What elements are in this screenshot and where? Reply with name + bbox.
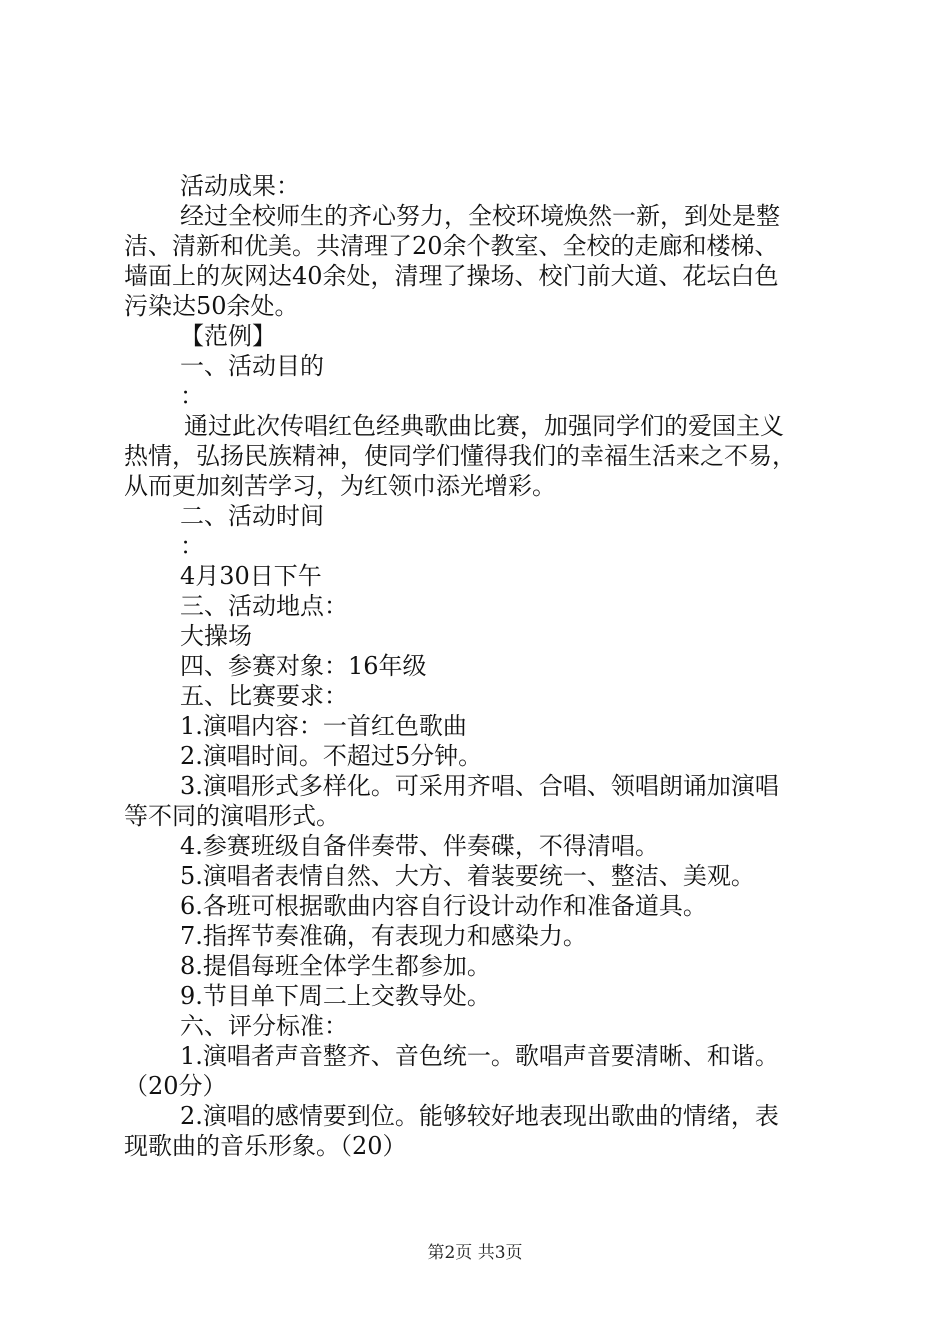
text-line: 墙面上的灰网达40余处，清理了操场、校门前大道、花坛白色	[124, 262, 779, 290]
list-item: 6.各班可根据歌曲内容自行设计动作和准备道具。	[180, 892, 707, 920]
text-line: 现歌曲的音乐形象。（20）	[124, 1132, 407, 1160]
section-heading: 四、参赛对象：16年级	[180, 652, 427, 680]
text-line: （20分）	[124, 1072, 227, 1100]
section-heading: 五、比赛要求：	[180, 682, 348, 710]
section-heading: 二、活动时间	[180, 502, 324, 530]
text-line: 热情，弘扬民族精神，使同学们懂得我们的幸福生活来之不易，	[124, 442, 796, 470]
section-heading: 【范例】	[180, 322, 276, 350]
text-line: 4月30日下午	[180, 562, 322, 590]
text-line: 活动成果：	[180, 172, 300, 200]
text-line: 通过此次传唱红色经典歌曲比赛，加强同学们的爱国主义	[184, 412, 784, 440]
text-line: 等不同的演唱形式。	[124, 802, 340, 830]
text-line: ：	[180, 532, 204, 560]
list-item: 1.演唱内容：一首红色歌曲	[180, 712, 467, 740]
list-item: 4.参赛班级自备伴奏带、伴奏碟，不得清唱。	[180, 832, 659, 860]
list-item: 3.演唱形式多样化。可采用齐唱、合唱、领唱朗诵加演唱	[180, 772, 779, 800]
section-heading: 六、评分标准：	[180, 1012, 348, 1040]
text-line: 大操场	[180, 622, 252, 650]
document-body	[124, 171, 834, 1161]
list-item: 2.演唱时间。不超过5分钟。	[180, 742, 483, 770]
text-line: 污染达50余处。	[124, 292, 299, 320]
list-item: 5.演唱者表情自然、大方、着装要统一、整洁、美观。	[180, 862, 755, 890]
page-number-footer: 第2页 共3页	[427, 1243, 523, 1263]
text-line: ：	[180, 382, 204, 410]
list-item: 1.演唱者声音整齐、音色统一。歌唱声音要清晰、和谐。	[180, 1042, 779, 1070]
section-heading: 一、活动目的	[180, 352, 324, 380]
text-line: 经过全校师生的齐心努力，全校环境焕然一新，到处是整	[180, 202, 780, 230]
list-item: 7.指挥节奏准确，有表现力和感染力。	[180, 922, 587, 950]
text-line: 从而更加刻苦学习，为红领巾添光增彩。	[124, 472, 556, 500]
list-item: 9.节目单下周二上交教导处。	[180, 982, 491, 1010]
list-item: 8.提倡每班全体学生都参加。	[180, 952, 491, 980]
text-line: 洁、清新和优美。共清理了20余个教室、全校的走廊和楼梯、	[124, 232, 779, 260]
list-item: 2.演唱的感情要到位。能够较好地表现出歌曲的情绪，表	[180, 1102, 779, 1130]
section-heading: 三、活动地点：	[180, 592, 348, 620]
